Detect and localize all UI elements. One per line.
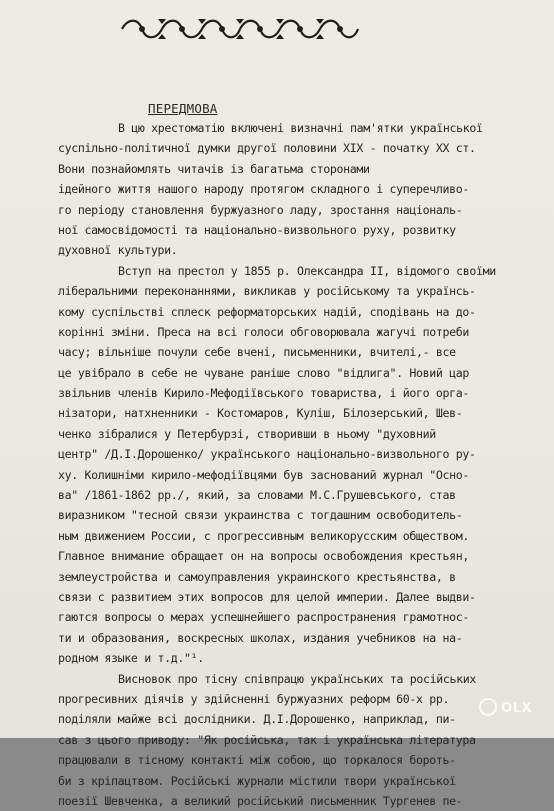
watermark-circle-icon xyxy=(479,698,497,716)
text-line: це увібрало в себе не чуване раніше слово "відлига". Новий цар xyxy=(58,365,470,380)
text-line: ва" /1861-1862 рр./, який, за словами М.С.Грушевського, став xyxy=(58,488,456,503)
text-line: ідейного життя нашого народу протягом складного і суперечливо- xyxy=(58,182,470,197)
body-text xyxy=(58,118,542,811)
text-line: Главное внимание обращает он на вопросы освобождения крестьян, xyxy=(58,549,470,564)
watermark-text: OLX xyxy=(501,701,532,716)
text-line: би з кріпацтвом. Російські журнали містили твори української xyxy=(58,773,456,788)
text-line: часу; вільніше почули себе вчені, письменники, вчителі,- все xyxy=(58,345,456,360)
text-line: ліберальними переконаннями, викликав у російському та українсь- xyxy=(58,284,476,299)
text-line: кому суспільстві сплеск реформаторських надій, сподівань на до- xyxy=(58,304,476,319)
page-title: ПЕРЕДМОВА xyxy=(148,101,218,116)
ornament-border-icon xyxy=(118,14,362,44)
text-line: поезії Шевченка, а великий російський письменник Тургенев пе- xyxy=(58,793,463,808)
text-line: Вступ на престол у 1855 р. Олександра II, відомого своїми xyxy=(118,263,496,278)
text-line: родном языке и т.д."¹. xyxy=(58,651,204,666)
text-line: ным движением России, с прогрессивным великорусским обществом. xyxy=(58,528,470,543)
text-line: Висновок про тісну співпрацю українських та російських xyxy=(118,671,477,686)
text-line: нізатори, натхненники - Костомаров, Куліш, Білозерський, Шев- xyxy=(58,406,463,421)
text-line: прогресивних діячів у здійсненні буржуазних реформ 60-х рр. xyxy=(58,691,450,706)
text-line: виразником "тесной связи украинства с тогдашним освободитель- xyxy=(58,508,463,523)
text-line: землеустройства и самоуправления украинского крестьянства, в xyxy=(58,569,456,584)
text-line: гаются вопросы о мерах успешнейшего распространения грамотнос- xyxy=(58,610,470,625)
text-line: ченко зібралися у Петербурзі, створивши в ньому "духовний xyxy=(58,426,436,441)
text-line: В цю хрестоматію включені визначні пам'ятки української xyxy=(118,121,483,135)
text-line: духовної культури. xyxy=(58,243,178,258)
text-line: Вони познайомлять читачів із багатьма сторонами xyxy=(58,161,370,176)
text-line: связи с развитием этих вопросов для целой империи. Далее выдви- xyxy=(58,589,476,604)
text-line: го періоду становлення буржуазного ладу, зростання національ- xyxy=(58,202,463,217)
watermark xyxy=(479,698,532,716)
text-line: центр" /Д.І.Дорошенко/ українського національно-визвольного ру- xyxy=(58,447,476,462)
text-line: корінні зміни. Преса на всі голоси обговорювала жагучі потреби xyxy=(58,324,470,339)
text-line: суспільно-політичної думки другої половини XIX - початку XX ст. xyxy=(58,141,476,156)
text-line: ху. Колишніми кирило-мефодіївцями був заснований журнал "Осно- xyxy=(58,467,470,482)
text-line: працювали в тісному контакті між собою, що торкалося бороть- xyxy=(58,753,456,768)
text-line: поділяли майже всі дослідники. Д.І.Дорошенко, наприклад, пи- xyxy=(58,712,456,727)
text-line: ти и образования, воскресных школах, издания учебников на на- xyxy=(58,630,463,645)
text-line: звільнив членів Кирило-Мефодіївського товариства, і його орга- xyxy=(58,386,470,401)
text-line: ної самосвідомості та національно-визвольного руху, розвитку xyxy=(58,222,456,237)
text-line: сав з цього приводу: "Як російська, так і українська література xyxy=(58,732,476,747)
